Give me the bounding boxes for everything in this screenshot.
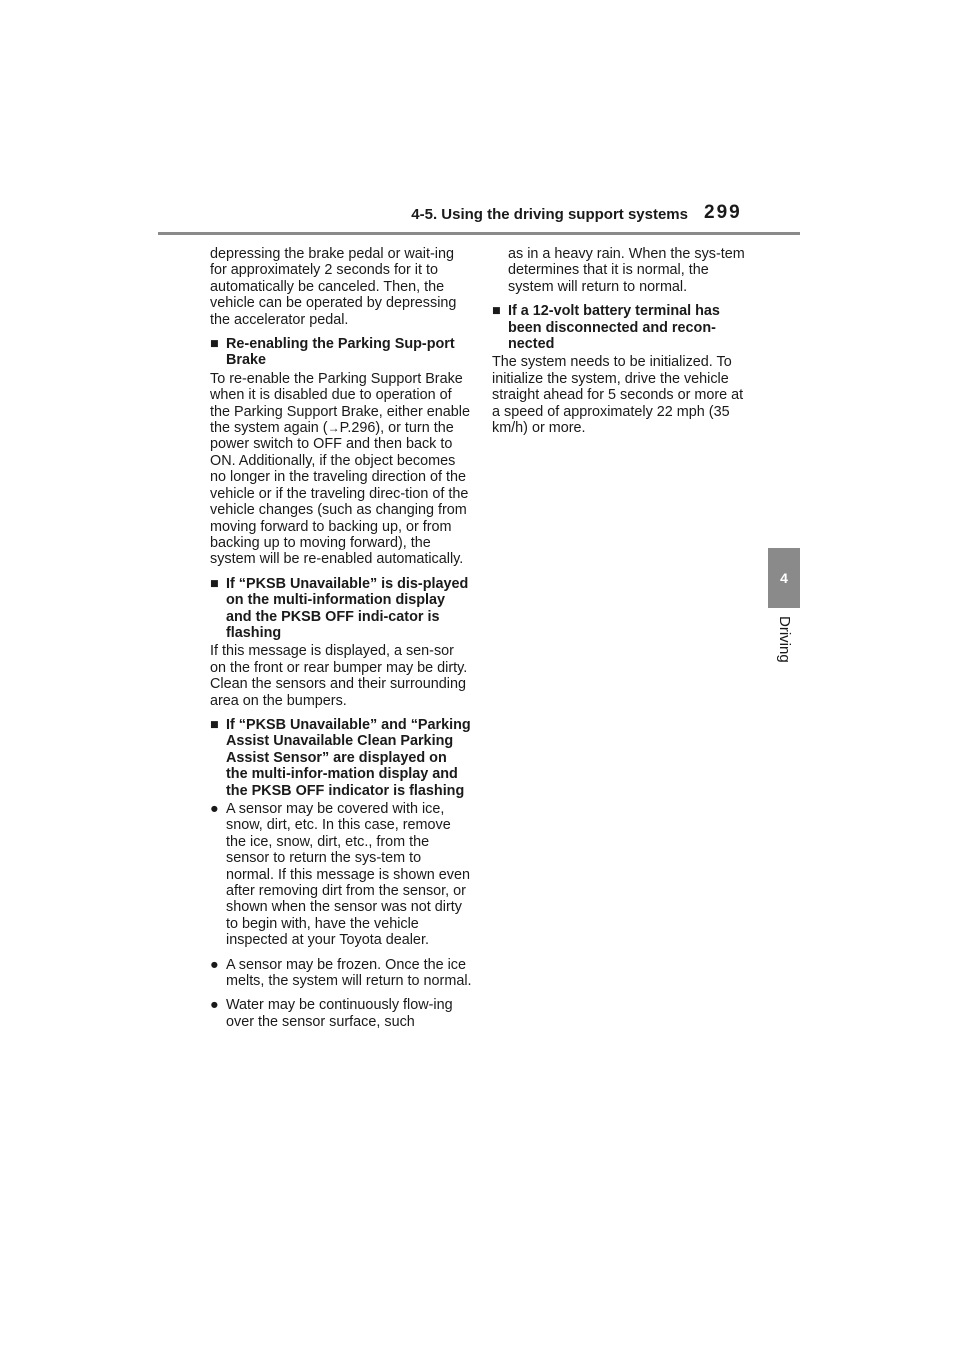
header-title: 4-5. Using the driving support systems [411,206,688,223]
section-heading-text: If “PKSB Unavailable” and “Parking Assist Unavailable Clean Parking Assist Sensor” are displayed on the multi-infor-mation display and the PKSB OFF indicator is flashing [226,716,471,799]
section-heading [492,303,754,352]
section-heading-text: If a 12-volt battery terminal has been disconnected and recon-nected [508,303,720,353]
section-body: The system needs to be initialized. To initialize the system, drive the vehicle straight ahead for 5 seconds or more at a speed of approximately 22 mph (35 km/h) or more. [492,354,744,437]
bullet-text: A sensor may be frozen. Once the ice melts, the system will return to normal. [226,956,472,990]
bullet-item [210,801,472,949]
section-body: If this message is displayed, a sen-sor on the front or rear bumper may be dirty. Clean the sensors and their surrounding area on the bumpers. [210,643,468,709]
section-heading [210,576,472,642]
arrow-icon: → [327,421,340,436]
right-column [492,246,754,444]
section-heading-text: Re-enabling the Parking Sup-port Brake [226,336,455,369]
page-reference: P.296), or turn the power switch to OFF and then back to ON. Additionally, if the object becomes no longer in the traveling direction of the vehicle or if the traveling direc-tion of the vehicle changes (such as changing from moving forward to backing up, or from backing up to moving forward), the system will be re-enabled automatically. [210,420,469,568]
square-bullet-icon: ■ [492,303,501,320]
bullet-item [210,997,472,1030]
square-bullet-icon: ■ [210,575,219,592]
bullet-item [210,957,472,990]
section-heading-text: If “PKSB Unavailable” is dis-played on the multi-information display and the PKSB OFF indi-cator is flashing [226,575,469,641]
continued-bullet-text: as in a heavy rain. When the sys-tem determines that it is normal, the system will return to normal. [508,246,745,295]
chapter-tab: 4 [768,548,800,608]
left-column [210,246,472,1038]
circle-bullet-icon: ● [210,801,219,817]
chapter-label: Driving [776,616,793,663]
circle-bullet-icon: ● [210,956,219,973]
header-rule [158,232,800,235]
bullet-text: Water may be continuously flow-ing over the sensor surface, such [226,997,453,1030]
intro-paragraph: depressing the brake pedal or wait-ing for approximately 2 seconds for it to automatically be canceled. Then, the vehicle can be operated by depressing the accelerator pedal. [210,246,457,328]
section-heading [210,717,472,799]
square-bullet-icon: ■ [210,336,219,353]
bullet-text: A sensor may be covered with ice, snow, dirt, etc. In this case, remove the ice, snow, dirt, etc., from the sensor to return the sys-tem to normal. If this message is shown even after removing dirt from the sensor, or shown when the sensor was not dirty to begin with, have the vehicle inspected at your Toyota dealer. [226,801,470,949]
page-number: 299 [704,202,742,223]
circle-bullet-icon: ● [210,997,219,1014]
section-body [210,371,472,568]
section-body-text: To re-enable the Parking Support Brake when it is disabled due to operation of the Parking Support Brake, either enable the system again ( [210,370,470,437]
section-heading [210,336,472,369]
square-bullet-icon: ■ [210,716,219,733]
